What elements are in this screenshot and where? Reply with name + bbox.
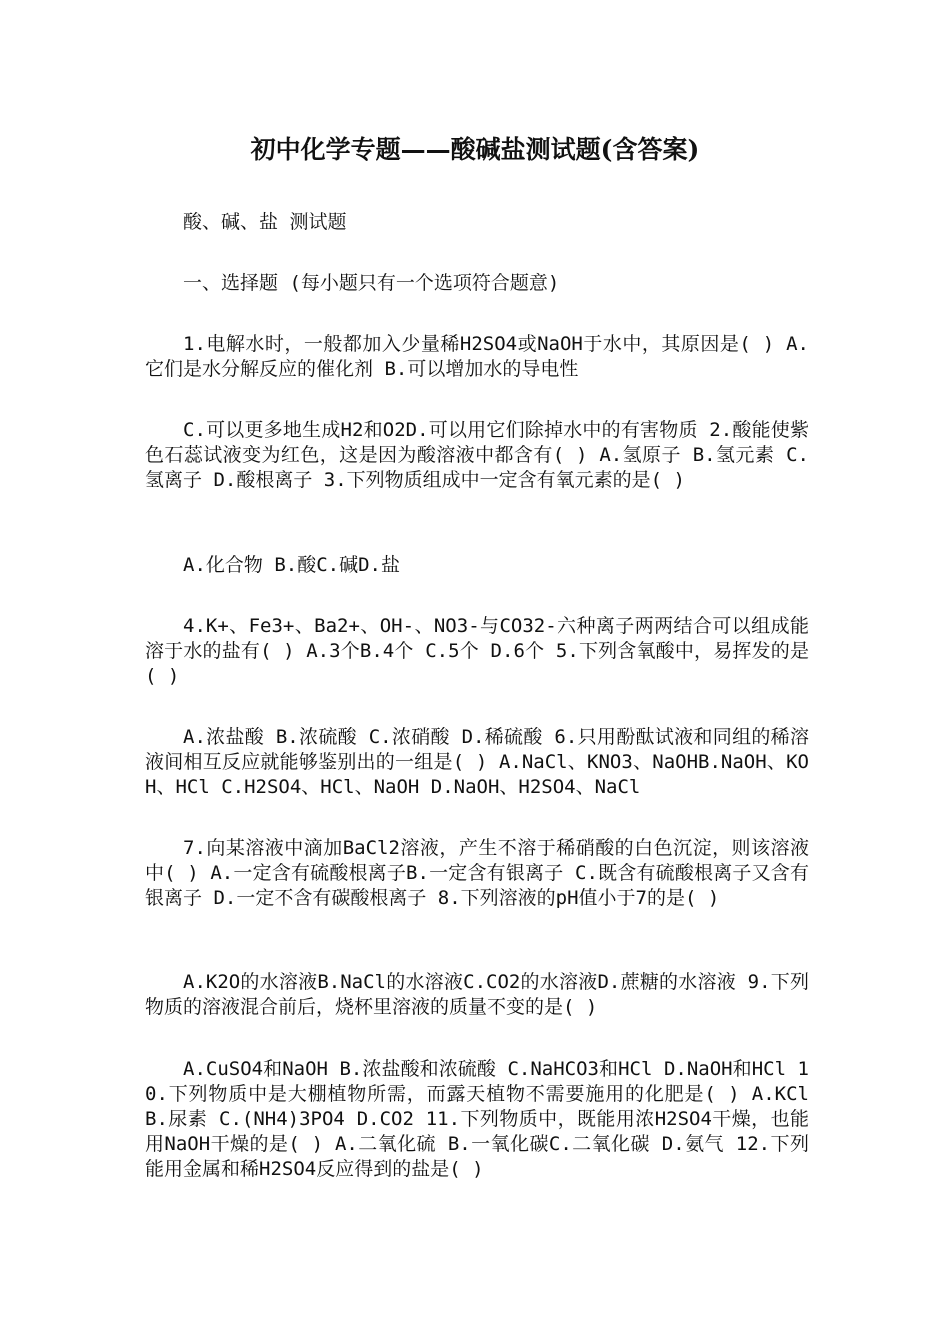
page-title: 初中化学专题——酸碱盐测试题(含答案) bbox=[250, 135, 700, 164]
question-paragraph: C.可以更多地生成H2和O2D.可以用它们除掉水中的有害物质 2.酸能使紫色石蕊试液变为红色，这是因为酸溶液中都含有( ) A.氢原子 B.氢元素 C.氢离子 D.酸根离子 3.下列物质组成中一定含有氧元素的是( ) bbox=[145, 419, 809, 491]
question-paragraph: A.K2O的水溶液B.NaCl的水溶液C.CO2的水溶液D.蔗糖的水溶液 9.下列物质的溶液混合前后，烧杯里溶液的质量不变的是( ) bbox=[145, 971, 809, 1018]
question-paragraph: A.CuSO4和NaOH B.浓盐酸和浓硫酸 C.NaHCO3和HCl D.NaOH和HCl 10.下列物质中是大棚植物所需，而露天植物不需要施用的化肥是( ) A.KCl B.尿素 C.(NH4)3PO4 D.CO2 11.下列物质中，既能用浓H2SO4干燥，也能用NaOH干燥的是( ) A.二氧化硫 B.一氧化碳C.二氧化碳 D.氨气 12.下列能用金属和稀H2SO4反应得到的盐是( ) bbox=[145, 1058, 809, 1180]
question-paragraph: 1.电解水时，一般都加入少量稀H2SO4或NaOH于水中，其原因是( ) A.它们是水分解反应的催化剂 B.可以增加水的导电性 bbox=[145, 333, 809, 380]
section-subheading: 一、选择题 (每小题只有一个选项符合题意) bbox=[183, 272, 560, 294]
question-paragraph: 4.K+、Fe3+、Ba2+、OH-、NO3-与CO32-六种离子两两结合可以组成能溶于水的盐有( ) A.3个B.4个 C.5个 D.6个 5.下列含氧酸中，易挥发的是( ) bbox=[145, 615, 809, 687]
question-paragraph: 7.向某溶液中滴加BaCl2溶液，产生不溶于稀硝酸的白色沉淀，则该溶液中( ) A.一定含有硫酸根离子B.一定含有银离子 C.既含有硫酸根离子又含有银离子 D.一定不含有碳酸根离子 8.下列溶液的pH值小于7的是( ) bbox=[145, 837, 809, 909]
question-paragraph: A.浓盐酸 B.浓硫酸 C.浓硝酸 D.稀硫酸 6.只用酚酞试液和同组的稀溶液间相互反应就能够鉴别出的一组是( ) A.NaCl、KNO3、NaOHB.NaOH、KOH、HCl C.H2SO4、HCl、NaOH D.NaOH、H2SO4、NaCl bbox=[145, 726, 809, 798]
section-heading: 酸、碱、盐 测试题 bbox=[183, 211, 347, 233]
question-paragraph: A.化合物 B.酸C.碱D.盐 bbox=[183, 554, 400, 576]
